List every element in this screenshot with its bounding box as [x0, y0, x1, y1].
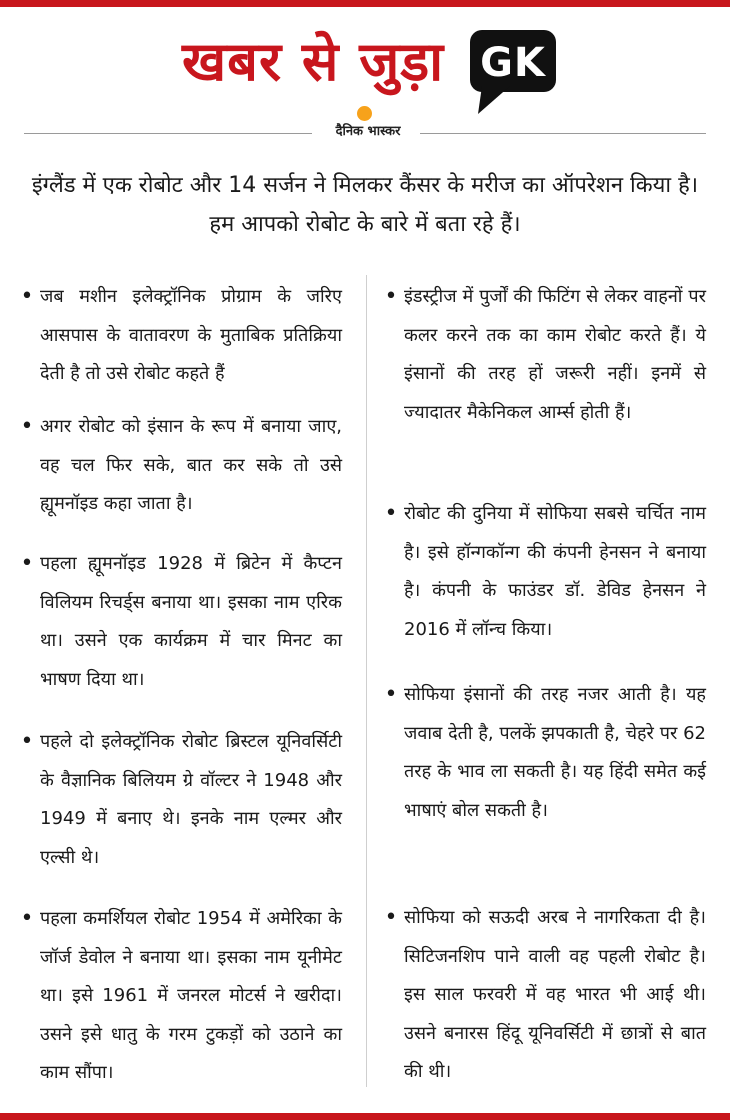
bullet-icon: •	[384, 905, 398, 930]
bullet-icon: •	[384, 284, 398, 309]
list-item-text: इंडस्ट्रीज में पुर्जों की फिटिंग से लेकर वाहनों पर कलर करने तक का काम रोबोट करते हैं। ये इंसानों की तरह हों जरूरी नहीं। इनमें से ज्यादातर मैकेनिकल आर्म्स होती हैं।	[404, 286, 706, 423]
top-accent-bar	[0, 0, 730, 7]
column-divider	[366, 275, 367, 1087]
page-title: खबर से जुड़ा	[182, 30, 445, 93]
header-rule-left	[24, 133, 312, 134]
bullet-icon: •	[20, 414, 34, 439]
bullet-icon: •	[20, 284, 34, 309]
bullet-icon: •	[384, 501, 398, 526]
list-item-text: सोफिया को सऊदी अरब ने नागरिकता दी है। सिटिजनशिप पाने वाली वह पहली रोबोट है। इस साल फरवरी में वह भारत भी आई थी। उसने बनारस हिंदू यूनिवर्सिटी में छात्रों से बात की थी।	[404, 907, 706, 1083]
bullet-icon: •	[20, 906, 34, 931]
header-rule-right	[420, 133, 706, 134]
bullet-icon: •	[20, 729, 34, 754]
list-item-text: पहला कमर्शियल रोबोट 1954 में अमेरिका के जॉर्ज डेवोल ने बनाया था। इसका नाम यूनीमेट था। इसे 1961 में जनरल मोटर्स ने खरीदा। उसने इसे धातु के गरम टुकड़ों को उठाने का काम सौंपा।	[40, 908, 342, 1084]
bullet-icon: •	[384, 682, 398, 707]
brand-logo-icon	[357, 106, 372, 121]
list-item-text: अगर रोबोट को इंसान के रूप में बनाया जाए, वह चल फिर सके, बात कर सके तो उसे ह्यूमनॉइड कहा जाता है।	[40, 416, 342, 515]
list-item-text: सोफिया इंसानों की तरह नजर आती है। यह जवाब देती है, पलकें झपकाती है, चेहरे पर 62 तरह के भाव ला सकती है। यह हिंदी समेत कई भाषाएं बोल सकती है।	[404, 684, 706, 821]
gk-badge-label: GK	[480, 40, 546, 86]
list-item-text: रोबोट की दुनिया में सोफिया सबसे चर्चित नाम है। इसे हॉन्गकॉन्ग की कंपनी हेनसन ने बनाया है। कंपनी के फाउंडर डॉ. डेविड हेनसन ने 2016 में लॉन्च किया।	[404, 503, 706, 640]
bullet-icon: •	[20, 551, 34, 576]
intro-paragraph: इंग्लैंड में एक रोबोट और 14 सर्जन ने मिलकर कैंसर के मरीज का ऑपरेशन किया है। हम आपको रोबोट के बारे में बता रहे हैं।	[31, 173, 699, 237]
bottom-accent-bar	[0, 1113, 730, 1120]
list-item-text: पहले दो इलेक्ट्रॉनिक रोबोट ब्रिस्टल यूनिवर्सिटी के वैज्ञानिक बिलियम ग्रे वॉल्टर ने 1948 और 1949 में बनाए थे। इनके नाम एल्मर और एल्सी थे।	[40, 731, 342, 868]
brand-name: दैनिक भास्कर	[335, 124, 401, 139]
list-item-text: पहला ह्यूमनॉइड 1928 में ब्रिटेन में कैप्टन विलियम रिचर्ड्स बनाया था। इसका नाम एरिक था। उसने एक कार्यक्रम में चार मिनट का भाषण दिया था।	[40, 553, 342, 690]
list-item-text: जब मशीन इलेक्ट्रॉनिक प्रोग्राम के जरिए आसपास के वातावरण के मुताबिक प्रतिक्रिया देती है तो उसे रोबोट कहते हैं	[40, 286, 342, 385]
